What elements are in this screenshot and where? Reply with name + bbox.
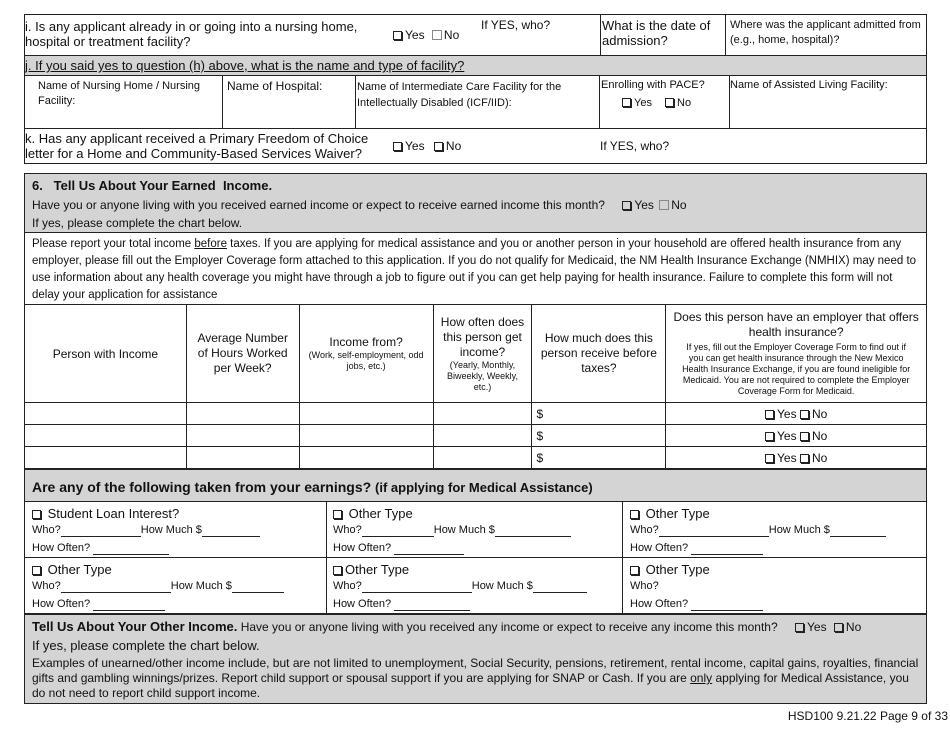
k-yes-checkbox[interactable] <box>393 142 402 151</box>
deductions-header <box>24 469 927 502</box>
table-header-row <box>25 305 927 403</box>
how-often-input[interactable] <box>93 543 169 555</box>
who-label: Who? <box>630 524 659 536</box>
how-much-input[interactable] <box>232 581 284 593</box>
deduction-who-line <box>630 580 659 593</box>
how-much-label: How Much $ <box>471 580 533 592</box>
deductions-title-sub: (if applying for Medical Assistance) <box>375 480 593 495</box>
from-cell[interactable] <box>299 447 433 469</box>
deduction-checkbox[interactable] <box>333 510 342 519</box>
pace-yes-checkbox[interactable] <box>622 98 631 107</box>
dollar-sign: $ <box>536 406 544 421</box>
question-j-title-row <box>24 55 927 76</box>
header-how-often-label: How often does this person get income? <box>440 314 525 359</box>
deduction-item <box>327 502 623 557</box>
deduction-who-line <box>333 524 571 537</box>
other-income-title: Tell Us About Your Other Income. <box>32 619 238 634</box>
question-k-text: k. Has any applicant received a Primary Freedom of Choice letter for a Home and Community-Based Services Waiver? <box>25 131 369 161</box>
deduction-item <box>623 558 926 613</box>
header-from-label: Income from? <box>329 335 403 349</box>
hours-cell[interactable] <box>186 403 299 425</box>
deduction-item <box>327 558 623 613</box>
pace-field <box>600 76 730 128</box>
other-no-checkbox[interactable] <box>834 623 843 632</box>
header-person <box>25 305 187 403</box>
how-much-cell[interactable] <box>532 447 666 469</box>
no-checkbox[interactable] <box>432 30 442 40</box>
deduction-often-line <box>32 542 169 555</box>
who-label: Who? <box>32 524 61 536</box>
table-row <box>25 425 927 447</box>
page-footer: HSD100 9.21.22 Page 9 of 33 <box>787 709 948 723</box>
employer-yes-checkbox[interactable] <box>765 454 774 463</box>
deductions-title-text: Are any of the following taken from your earnings? <box>32 479 372 495</box>
deduction-checkbox[interactable] <box>630 566 639 575</box>
question-i-options <box>393 28 459 43</box>
earned-no-label: No <box>671 198 687 212</box>
header-from <box>299 305 433 403</box>
employer-cell <box>666 403 927 425</box>
header-employer-label: Does this person have an employer that offers health insurance? <box>673 310 919 339</box>
how-often-label: How Often? <box>32 542 91 554</box>
icf-label: Name of Intermediate Care Facility for the Intellectually Disabled (ICF/IID): <box>357 81 562 109</box>
dollar-sign: $ <box>536 450 544 465</box>
how-much-cell[interactable] <box>532 425 666 447</box>
earned-instructions <box>24 232 927 305</box>
other-income-section <box>24 614 927 704</box>
question-i-row <box>24 14 927 56</box>
how-much-label: How Much $ <box>768 524 830 536</box>
how-much-input[interactable] <box>202 525 260 537</box>
deduction-checkbox[interactable] <box>333 566 342 575</box>
other-yes-label: Yes <box>807 620 827 634</box>
deduction-who-line <box>630 524 886 537</box>
how-often-input[interactable] <box>394 599 470 611</box>
how-often-input[interactable] <box>93 599 165 611</box>
deduction-checkbox[interactable] <box>32 510 41 519</box>
deductions-row-1 <box>24 501 927 558</box>
how-much-input[interactable] <box>830 525 886 537</box>
employer-no-label: No <box>811 428 828 443</box>
deduction-often-line <box>630 598 763 611</box>
deduction-label-line <box>32 506 179 521</box>
facility-section <box>24 14 927 164</box>
person-cell[interactable] <box>25 447 187 469</box>
instructions-pre: Please report your total income <box>32 238 195 250</box>
how-often-label: How Often? <box>630 598 689 610</box>
deduction-checkbox[interactable] <box>32 566 41 575</box>
deduction-label-line <box>630 506 710 521</box>
employer-no-label: No <box>811 406 828 421</box>
employer-cell <box>666 425 927 447</box>
from-cell[interactable] <box>299 403 433 425</box>
how-often-input[interactable] <box>691 543 763 555</box>
who-input[interactable] <box>362 525 434 537</box>
hours-cell[interactable] <box>186 447 299 469</box>
employer-no-checkbox[interactable] <box>800 410 809 419</box>
who-label: Who? <box>333 580 362 592</box>
who-label: Who? <box>32 580 61 592</box>
earned-yes-checkbox[interactable] <box>622 201 631 210</box>
who-label: Who? <box>333 524 362 536</box>
how-often-label: How Often? <box>32 598 91 610</box>
how-often-label: How Often? <box>630 542 689 554</box>
k-no-checkbox[interactable] <box>434 142 443 151</box>
deduction-who-line <box>333 580 587 593</box>
person-cell[interactable] <box>25 403 187 425</box>
header-person-label: Person with Income <box>52 346 159 361</box>
deduction-item <box>25 558 327 613</box>
header-how-much <box>532 305 666 403</box>
employer-yes-label: Yes <box>777 450 797 465</box>
yes-checkbox[interactable] <box>393 31 402 40</box>
how-often-cell[interactable] <box>433 447 532 469</box>
deduction-item <box>623 502 926 557</box>
deductions-section <box>24 469 927 617</box>
earned-income-question <box>32 198 687 213</box>
deduction-who-line <box>32 580 284 593</box>
question-i-text: i. Is any applicant already in or going into a nursing home, hospital or treatment facility? <box>25 19 358 49</box>
deduction-label: Other Type <box>47 562 112 577</box>
deduction-often-line <box>32 598 165 611</box>
admitted-from-label: Where was the applicant admitted from (e.g., home, hospital)? <box>730 19 921 46</box>
earned-income-title: 6. Tell Us About Your Earned Income. <box>32 178 273 193</box>
who-input[interactable] <box>659 525 769 537</box>
other-no-label: No <box>845 620 862 634</box>
deductions-title <box>32 479 593 495</box>
deduction-label-line <box>630 562 710 577</box>
pace-no-label: No <box>677 97 692 109</box>
who-input[interactable] <box>61 525 141 537</box>
person-cell[interactable] <box>25 425 187 447</box>
deduction-label-line <box>32 562 112 577</box>
how-much-input[interactable] <box>495 525 571 537</box>
other-yes-checkbox[interactable] <box>795 623 804 632</box>
employer-no-checkbox[interactable] <box>800 454 809 463</box>
header-how-much-label: How much does this person receive before taxes? <box>540 331 657 375</box>
examples-pre: Examples of unearned/other income include, but are not limited to unemployment, Social Security, pensions, retirement, rental income, capital gains, royalties, financial gifts and gambling winnings/prizes. Report child support or spousal support if you are applying for SNAP or Cash. If you are <box>32 656 919 685</box>
header-how-often <box>433 305 532 403</box>
hospital-field[interactable] <box>223 76 356 128</box>
how-much-label: How Much $ <box>170 580 232 592</box>
header-hours-label: Average Number of Hours Worked per Week? <box>197 331 288 375</box>
k-if-yes-who-label: If YES, who? <box>600 139 670 153</box>
if-yes-who-label: If YES, who? <box>481 18 551 32</box>
yes-label: Yes <box>405 28 425 42</box>
deduction-checkbox[interactable] <box>630 510 639 519</box>
deduction-label-line <box>333 562 409 577</box>
other-income-box <box>24 614 927 704</box>
deduction-label: Other Type <box>645 562 710 577</box>
deduction-who-line <box>32 524 260 537</box>
other-if-yes: If yes, please complete the chart below. <box>32 638 260 653</box>
how-often-input[interactable] <box>691 599 763 611</box>
who-input[interactable] <box>362 581 472 593</box>
deduction-item <box>25 502 327 557</box>
earned-income-question-text: Have you or anyone living with you received earned income or expect to receive earned income this month? <box>32 198 605 212</box>
how-often-cell[interactable] <box>433 403 532 425</box>
earned-no-checkbox[interactable] <box>659 200 669 210</box>
deduction-label-line <box>333 506 413 521</box>
no-label: No <box>443 28 460 42</box>
k-no-label: No <box>445 139 462 153</box>
who-input[interactable] <box>61 581 171 593</box>
other-income-question <box>32 619 922 635</box>
how-much-label: How Much $ <box>433 524 495 536</box>
hospital-label: Name of Hospital: <box>227 79 323 93</box>
header-from-sub: (Work, self-employment, odd jobs, etc.) <box>308 350 424 371</box>
examples-only: only <box>690 671 713 685</box>
question-k-options <box>393 139 461 154</box>
employer-cell <box>666 447 927 469</box>
employer-yes-checkbox[interactable] <box>765 410 774 419</box>
deduction-label: Other Type <box>345 562 410 577</box>
who-label: Who? <box>630 580 659 592</box>
k-yes-label: Yes <box>405 139 425 153</box>
earned-instructions-text <box>32 236 922 304</box>
assisted-living-field[interactable] <box>730 76 926 128</box>
examples-post: applying for Medical Assistance, you do not need to report child support income. <box>32 671 909 700</box>
employer-yes-label: Yes <box>777 406 797 421</box>
admission-date-label: What is the date of admission? <box>602 18 711 48</box>
header-employer <box>666 305 927 403</box>
header-hours <box>186 305 299 403</box>
how-often-input[interactable] <box>394 543 464 555</box>
deduction-often-line <box>333 542 464 555</box>
question-j-fields-row <box>24 75 927 129</box>
deduction-often-line <box>630 542 763 555</box>
employer-yes-label: Yes <box>777 428 797 443</box>
dollar-sign: $ <box>536 428 544 443</box>
earned-income-table <box>24 304 927 469</box>
deduction-label: Student Loan Interest? <box>47 506 180 521</box>
other-income-question-text: Have you or anyone living with you received any income or expect to receive any income this month? <box>237 620 778 634</box>
assisted-living-label: Name of Assisted Living Facility: <box>730 79 888 91</box>
how-much-label: How Much $ <box>140 524 202 536</box>
earned-if-yes: If yes, please complete the chart below. <box>32 216 243 230</box>
earned-yes-label: Yes <box>634 198 654 212</box>
how-much-cell[interactable] <box>532 403 666 425</box>
pace-label: Enrolling with PACE? <box>601 79 705 91</box>
employer-yes-checkbox[interactable] <box>765 432 774 441</box>
how-often-label: How Often? <box>333 542 392 554</box>
employer-no-checkbox[interactable] <box>800 432 809 441</box>
pace-no-checkbox[interactable] <box>665 98 674 107</box>
deduction-label: Other Type <box>348 506 413 521</box>
instructions-post: taxes. If you are applying for medical assistance and you or another person in your household are offered health insurance from any employer, please fill out the Employer Coverage form attached to this application. If you do not qualify for Medicaid, the NM Health Insurance Exchange (NMHIX) may need to use information about any health coverage you might have through a job to figure out if you can get help paying for health insurance. Failure to complete this form will not delay your application for assistance <box>32 238 917 301</box>
employer-no-label: No <box>811 450 828 465</box>
deduction-label: Other Type <box>645 506 710 521</box>
hours-cell[interactable] <box>186 425 299 447</box>
how-much-input[interactable] <box>533 581 587 593</box>
question-k-row <box>24 128 927 164</box>
table-row <box>25 403 927 425</box>
nursing-home-label: Name of Nursing Home / Nursing Facility: <box>38 80 201 107</box>
other-income-examples <box>32 656 924 701</box>
earned-income-section <box>24 173 927 473</box>
header-employer-sub: If yes, fill out the Employer Coverage Form to find out if you can get health insurance through the New Mexico Health Insurance Exchange, if you are found ineligible for Medicaid. You are not required to complete the Employer Coverage Form for Medicaid. <box>682 342 911 396</box>
header-how-often-sub: (Yearly, Monthly, Biweekly, Weekly, etc.) <box>446 359 518 392</box>
pace-yes-label: Yes <box>634 97 652 109</box>
question-j-text: j. If you said yes to question (h) above, what is the name and type of facility? <box>25 58 465 73</box>
deduction-often-line <box>333 598 470 611</box>
how-often-label: How Often? <box>333 598 392 610</box>
table-row <box>25 447 927 469</box>
earned-income-header <box>24 173 927 233</box>
how-often-cell[interactable] <box>433 425 532 447</box>
instructions-before: before <box>194 238 227 250</box>
pace-options <box>622 97 691 110</box>
nursing-home-field[interactable] <box>25 76 223 128</box>
icf-field[interactable] <box>356 76 600 128</box>
deductions-row-2 <box>24 557 927 614</box>
from-cell[interactable] <box>299 425 433 447</box>
